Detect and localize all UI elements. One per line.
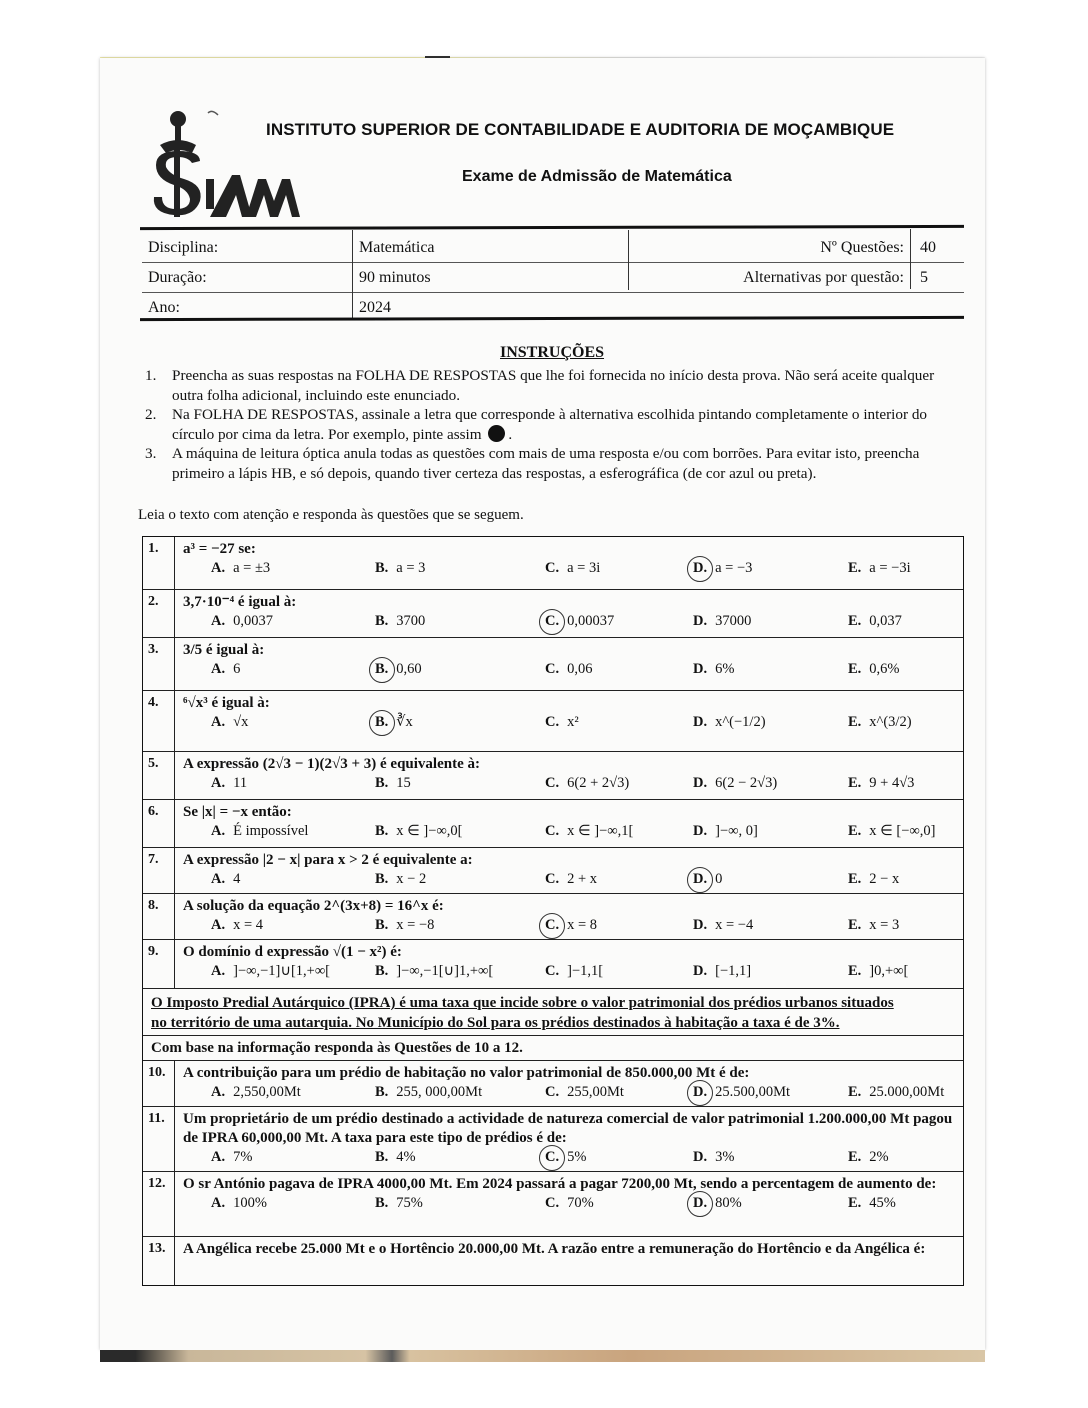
question-text: 3/5 é igual à: [183, 642, 265, 658]
option-value: ]−1,1[ [567, 963, 604, 979]
duracao-label: Duração: [148, 269, 207, 286]
option-value: 0,06 [567, 661, 593, 677]
option-letter: C. [545, 871, 560, 887]
instruction-text: A máquina de leitura óptica anula todas as questões com mais de uma resposta e/ou com borrões. Para evitar isto, preencha primeiro a lápis HB, e só depois, quando tiver certeza das respostas, a esferográfica (de cor azul ou preta). [172, 445, 920, 482]
lead-text: Leia o texto com atenção e responda às questões que se seguem. [138, 507, 524, 523]
option-letter: C. [545, 661, 560, 677]
option-value: 0,60 [396, 661, 422, 677]
question-number: 5. [143, 752, 175, 799]
answer-options [183, 962, 955, 983]
institution-name: INSTITUTO SUPERIOR DE CONTABILIDADE E AUDITORIA DE MOÇAMBIQUE [266, 120, 895, 139]
option-letter-circled: C. [545, 613, 560, 629]
option-letter: B. [375, 1149, 389, 1165]
option-value: 6 [233, 661, 241, 677]
question-number: 11. [143, 1107, 175, 1171]
ipra-passage [143, 989, 963, 1061]
answer-option[interactable] [848, 963, 908, 980]
answer-option[interactable] [375, 1084, 482, 1101]
question-text: A solução da equação 2^(3x+8) = 16^x é: [183, 898, 444, 914]
option-value: 255, 000,00Mt [396, 1084, 483, 1100]
n-questoes-label: Nº Questões: [820, 239, 904, 256]
option-value: ]−∞,−1]∪[1,+∞[ [233, 963, 330, 979]
answer-option[interactable] [211, 613, 273, 630]
option-value: x = 3 [869, 917, 900, 933]
alternativas-label: Alternativas por questão: [743, 269, 904, 286]
answer-option[interactable] [693, 963, 751, 980]
option-letter: B. [375, 1084, 389, 1100]
option-value: 2,550,00Mt [233, 1084, 301, 1100]
option-value: a = −3 [715, 560, 753, 576]
answer-options [183, 713, 955, 734]
option-letter: B. [375, 917, 389, 933]
option-letter: D. [693, 714, 708, 730]
disciplina-label: Disciplina: [148, 239, 219, 256]
option-value: 0,00037 [567, 613, 615, 629]
question-body [175, 848, 963, 893]
option-letter: E. [848, 1084, 862, 1100]
instruction-number: 2. [145, 406, 157, 423]
option-value: 0,0037 [233, 613, 273, 629]
answer-option[interactable] [375, 613, 425, 630]
option-letter: A. [211, 661, 226, 677]
answer-option[interactable] [211, 1084, 301, 1101]
answer-options [183, 870, 955, 891]
question-row [143, 894, 963, 940]
question-row [143, 691, 963, 752]
question-body [175, 1061, 963, 1106]
answer-option[interactable] [693, 714, 766, 731]
question-row [143, 752, 963, 800]
passage-line: no território de uma autarquia. No Município do Sol para os prédios destinados à habitação a taxa é de 3%. [151, 1015, 840, 1031]
option-letter: A. [211, 613, 226, 629]
answer-option[interactable] [545, 613, 614, 630]
option-letter-circled: D. [693, 1084, 708, 1100]
question-number: 1. [143, 537, 175, 589]
n-questoes-value: 40 [920, 239, 936, 256]
option-letter: B. [375, 1195, 389, 1211]
answer-option[interactable] [693, 560, 752, 577]
question-text: O sr António pagava de IPRA 4000,00 Mt. Em 2024 passará a pagar 7200,00 Mt, sendo a percentagem de aumento de: [183, 1176, 937, 1192]
option-letter-circled: C. [545, 917, 560, 933]
option-value: ∛x [396, 714, 413, 730]
option-value: x ∈ ]−∞,0[ [396, 823, 463, 839]
option-letter: E. [848, 714, 862, 730]
option-value: a = ±3 [233, 560, 271, 576]
question-body [175, 894, 963, 939]
option-letter: C. [545, 560, 560, 576]
answer-option[interactable] [693, 823, 758, 840]
answer-option[interactable] [848, 661, 900, 678]
answer-option[interactable] [848, 917, 899, 934]
option-value: 45% [869, 1195, 896, 1211]
option-letter: A. [211, 775, 226, 791]
option-value: 37000 [715, 613, 752, 629]
option-value: 3% [715, 1149, 735, 1165]
question-text: A expressão |2 − x| para x > 2 é equivalente a: [183, 852, 473, 868]
option-letter: D. [693, 917, 708, 933]
answer-option[interactable] [375, 1149, 416, 1166]
option-value: É impossível [233, 823, 309, 839]
answer-option[interactable] [848, 1084, 944, 1101]
info-row-disciplina [142, 233, 964, 263]
exam-title: Exame de Admissão de Matemática [462, 168, 732, 185]
answer-option[interactable] [693, 613, 751, 630]
option-letter: D. [693, 775, 708, 791]
option-letter: E. [848, 1195, 862, 1211]
instructions-title: INSTRUÇÕES [500, 344, 605, 361]
option-letter: D. [693, 963, 708, 979]
instruction-suffix: . [508, 425, 513, 443]
question-body [175, 590, 963, 635]
option-value: x = 4 [233, 917, 264, 933]
question-body [175, 940, 963, 985]
option-letter: A. [211, 1195, 226, 1211]
option-value: 5% [567, 1149, 587, 1165]
question-number: 6. [143, 800, 175, 847]
question-row [143, 638, 963, 691]
answer-option[interactable] [211, 775, 247, 792]
answer-option[interactable] [211, 661, 240, 678]
option-value: 70% [567, 1195, 594, 1211]
option-value: x = −8 [396, 917, 435, 933]
option-value: ]−∞,−1[∪]1,+∞[ [396, 963, 494, 979]
option-letter: E. [848, 560, 862, 576]
option-letter: A. [211, 963, 226, 979]
option-letter: A. [211, 1084, 226, 1100]
answer-option[interactable] [545, 661, 592, 678]
option-value: x − 2 [396, 871, 427, 887]
option-value: 0,6% [869, 661, 900, 677]
answer-option[interactable] [848, 823, 935, 840]
option-value: 25.000,00Mt [869, 1084, 945, 1100]
option-value: 100% [233, 1195, 267, 1211]
option-value: x^(3/2) [869, 714, 912, 730]
info-table-divider [910, 229, 911, 289]
option-letter: D. [693, 661, 708, 677]
answer-option[interactable] [375, 823, 462, 840]
question-row [143, 590, 963, 638]
option-value: 11 [233, 775, 248, 791]
answer-option[interactable] [693, 661, 734, 678]
option-letter: E. [848, 1149, 862, 1165]
answer-options [183, 1148, 955, 1169]
option-value: 255,00Mt [567, 1084, 624, 1100]
option-value: x ∈ [−∞,0] [869, 823, 936, 839]
option-value: x = −4 [715, 917, 754, 933]
option-letter: A. [211, 871, 226, 887]
option-letter: B. [375, 871, 389, 887]
answer-option[interactable] [545, 963, 603, 980]
answer-options [183, 559, 955, 580]
option-letter: A. [211, 1149, 226, 1165]
option-value: [−1,1] [715, 963, 752, 979]
passage-line: O Imposto Predial Autárquico (IPRA) é uma taxa que incide sobre o valor patrimonial dos prédios urbanos situados [151, 995, 894, 1011]
answer-option[interactable] [545, 1195, 594, 1212]
answer-option[interactable] [693, 1195, 742, 1212]
question-number: 13. [143, 1237, 175, 1285]
answer-option[interactable] [693, 917, 753, 934]
option-value: ]−∞, 0] [715, 823, 758, 839]
info-table-divider [628, 230, 629, 290]
answer-options [183, 774, 955, 795]
answer-option[interactable] [545, 1084, 624, 1101]
answer-option[interactable] [545, 1149, 586, 1166]
question-text: O domínio d expressão √(1 − x²) é: [183, 944, 402, 960]
option-letter: E. [848, 917, 862, 933]
instruction-number: 1. [145, 367, 157, 384]
option-letter: E. [848, 823, 862, 839]
option-letter: C. [545, 1195, 560, 1211]
question-number: 7. [143, 848, 175, 893]
option-letter: A. [211, 560, 226, 576]
option-letter: C. [545, 1084, 560, 1100]
option-letter: E. [848, 775, 862, 791]
answer-options [183, 612, 955, 633]
disciplina-value: Matemática [359, 239, 435, 256]
question-number: 9. [143, 940, 175, 988]
question-number: 8. [143, 894, 175, 939]
answer-option[interactable] [375, 714, 413, 731]
option-value: x ∈ ]−∞,1[ [567, 823, 634, 839]
question-text: a³ = −27 se: [183, 541, 256, 557]
answer-option[interactable] [211, 871, 240, 888]
option-letter: B. [375, 963, 389, 979]
option-value: 80% [715, 1195, 742, 1211]
question-row [143, 1237, 963, 1285]
option-letter: A. [211, 917, 226, 933]
question-row [143, 1107, 963, 1172]
answer-option[interactable] [545, 775, 629, 792]
question-body [175, 800, 963, 845]
option-letter: C. [545, 714, 560, 730]
option-letter: C. [545, 823, 560, 839]
answer-option[interactable] [848, 775, 914, 792]
question-text: ⁶√x³ é igual à: [183, 695, 270, 711]
option-letter-circled: B. [375, 661, 389, 677]
answer-option[interactable] [693, 775, 777, 792]
question-body [175, 1172, 963, 1217]
option-letter: A. [211, 823, 226, 839]
filled-circle-icon [488, 425, 505, 442]
option-value: 9 + 4√3 [869, 775, 915, 791]
option-letter: D. [693, 1149, 708, 1165]
option-value: 2 + x [567, 871, 598, 887]
option-value: √x [233, 714, 249, 730]
instruction-item [140, 405, 960, 444]
question-body [175, 537, 963, 582]
instruction-item [140, 366, 960, 405]
question-body [175, 638, 963, 683]
option-value: 0,037 [869, 613, 902, 629]
ano-label: Ano: [148, 299, 180, 316]
answer-option[interactable] [211, 714, 248, 731]
question-row [143, 1061, 963, 1107]
option-value: 6(2 − 2√3) [715, 775, 778, 791]
question-number: 4. [143, 691, 175, 751]
option-value: 15 [396, 775, 411, 791]
alternativas-value: 5 [920, 269, 928, 286]
question-body [175, 1237, 963, 1261]
option-value: 0 [715, 871, 723, 887]
option-letter: E. [848, 963, 862, 979]
option-value: ]0,+∞[ [869, 963, 909, 979]
option-letter-circled: D. [693, 871, 708, 887]
answer-option[interactable] [375, 963, 493, 980]
questions-table [142, 536, 964, 1286]
option-letter-circled: B. [375, 714, 389, 730]
option-letter: C. [545, 963, 560, 979]
question-row [143, 537, 963, 590]
question-number: 12. [143, 1172, 175, 1236]
question-row [143, 1172, 963, 1237]
answer-option[interactable] [848, 714, 912, 731]
answer-option[interactable] [848, 560, 911, 577]
instruction-number: 3. [145, 445, 157, 462]
option-value: a = −3i [869, 560, 911, 576]
option-value: 3700 [396, 613, 426, 629]
option-letter: E. [848, 871, 862, 887]
answer-option[interactable] [848, 1195, 896, 1212]
answer-option[interactable] [375, 661, 422, 678]
question-body [175, 752, 963, 797]
option-value: 7% [233, 1149, 253, 1165]
answer-option[interactable] [693, 1084, 790, 1101]
option-value: 6(2 + 2√3) [567, 775, 630, 791]
question-row [143, 848, 963, 894]
question-text: A expressão (2√3 − 1)(2√3 + 3) é equivalente à: [183, 756, 480, 772]
answer-option[interactable] [375, 560, 425, 577]
option-value: 25.500,00Mt [715, 1084, 791, 1100]
question-row [143, 800, 963, 848]
option-letter: B. [375, 823, 389, 839]
duracao-value: 90 minutos [359, 269, 431, 286]
option-value: 2 − x [869, 871, 900, 887]
option-letter: E. [848, 613, 862, 629]
answer-option[interactable] [375, 917, 434, 934]
option-letter-circled: D. [693, 1195, 708, 1211]
option-letter-circled: D. [693, 560, 708, 576]
answer-option[interactable] [211, 560, 270, 577]
answer-options [183, 916, 955, 937]
ano-value: 2024 [359, 299, 391, 316]
answer-options [183, 822, 955, 843]
instruction-text: Na FOLHA DE RESPOSTAS, assinale a letra que corresponde à alternativa escolhida pintando completamente o interior do círculo por cima da letra. Por exemplo, pinte assim [172, 406, 928, 443]
answer-option[interactable] [545, 560, 600, 577]
question-body [175, 691, 963, 736]
option-letter: E. [848, 661, 862, 677]
answer-option[interactable] [848, 613, 902, 630]
question-text: Se |x| = −x então: [183, 804, 292, 820]
answer-option[interactable] [545, 871, 597, 888]
answer-option[interactable] [211, 1195, 267, 1212]
option-value: 75% [396, 1195, 423, 1211]
answer-option[interactable] [545, 823, 633, 840]
question-number: 2. [143, 590, 175, 637]
option-letter: B. [375, 775, 389, 791]
option-value: a = 3 [396, 560, 426, 576]
info-row-duracao [142, 263, 964, 293]
answer-option[interactable] [375, 1195, 423, 1212]
question-text: A Angélica recebe 25.000 Mt e o Hortêncio 20.000,00 Mt. A razão entre a remuneração do Hortêncio e da Angélica é: [183, 1241, 926, 1257]
option-value: x = 8 [567, 917, 598, 933]
answer-option[interactable] [211, 917, 263, 934]
answer-option[interactable] [211, 823, 308, 840]
question-number: 3. [143, 638, 175, 690]
answer-option[interactable] [545, 917, 597, 934]
question-text: 3,7·10⁻⁴ é igual à: [183, 594, 297, 610]
option-value: a = 3i [567, 560, 601, 576]
question-body [175, 1107, 963, 1171]
option-value: x² [567, 714, 579, 730]
option-letter: B. [375, 613, 389, 629]
answer-option[interactable] [693, 1149, 734, 1166]
option-value: 4 [233, 871, 241, 887]
option-value: x^(−1/2) [715, 714, 766, 730]
option-letter-circled: C. [545, 1149, 560, 1165]
instruction-text: Preencha as suas respostas na FOLHA DE RESPOSTAS que lhe foi fornecida no início desta prova. Não será aceite qualquer outra folha adicional, incluindo este enunciado. [172, 367, 935, 404]
question-row [143, 940, 963, 989]
answer-options [183, 660, 955, 681]
instructions-list [140, 366, 960, 483]
option-value: 6% [715, 661, 735, 677]
answer-option[interactable] [848, 871, 899, 888]
option-letter: B. [375, 560, 389, 576]
answer-option[interactable] [211, 963, 330, 980]
option-letter: A. [211, 714, 226, 730]
answer-option[interactable] [375, 775, 411, 792]
question-text: Um proprietário de um prédio destinado a actividade de natureza comercial de valor patrimonial 1.200.000,00 Mt pagou de IPRA 60,000,00 Mt. A taxa para este tipo de prédios é de: [183, 1111, 953, 1146]
answer-option[interactable] [693, 871, 722, 888]
answer-options [183, 1083, 955, 1104]
option-value: 2% [869, 1149, 889, 1165]
instruction-item [140, 444, 960, 483]
question-text: A contribuição para um prédio de habitação no valor patrimonial de 850.000,00 Mt é de: [183, 1065, 750, 1081]
option-letter: D. [693, 823, 708, 839]
background-surface [100, 1350, 985, 1362]
answer-options [183, 1194, 955, 1215]
info-table-divider [352, 230, 353, 318]
passage-instruction: Com base na informação responda às Questões de 10 a 12. [143, 1035, 963, 1058]
answer-option[interactable] [375, 871, 426, 888]
option-letter: C. [545, 775, 560, 791]
question-number: 10. [143, 1061, 175, 1106]
answer-option[interactable] [211, 1149, 252, 1166]
option-value: 4% [396, 1149, 416, 1165]
answer-option[interactable] [545, 714, 579, 731]
option-letter: D. [693, 613, 708, 629]
answer-option[interactable] [848, 1149, 889, 1166]
